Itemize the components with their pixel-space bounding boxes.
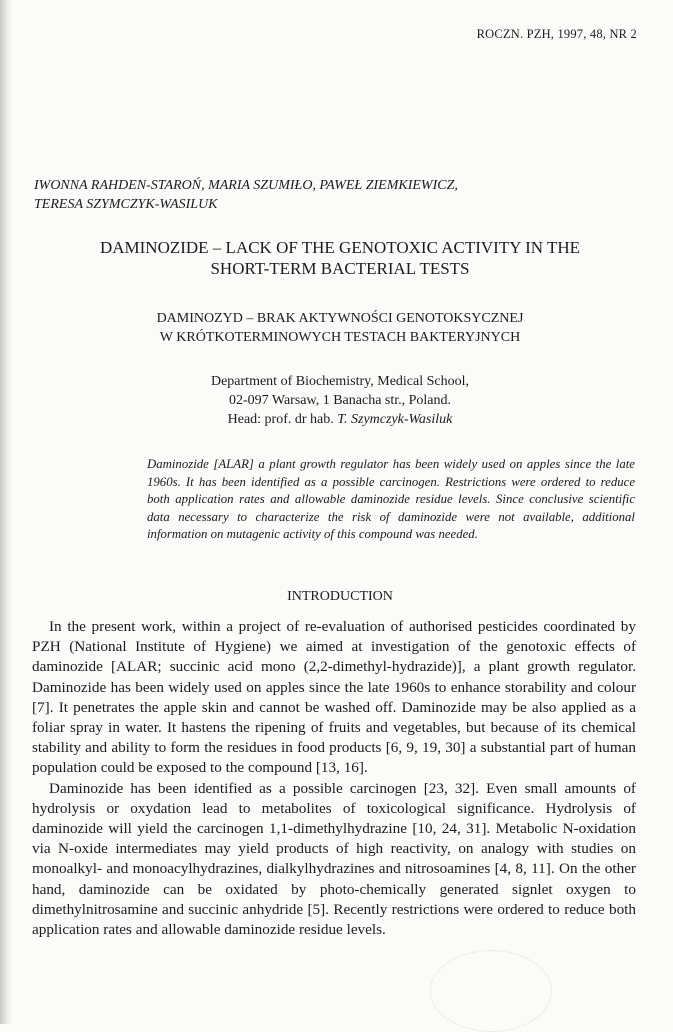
library-stamp [430, 950, 552, 1032]
title-line: DAMINOZIDE – LACK OF THE GENOTOXIC ACTIVITY IN THE [99, 238, 581, 257]
title-line: SHORT-TERM BACTERIAL TESTS [210, 259, 470, 278]
subtitle-line: W KRÓTKOTERMINOWYCH TESTACH BAKTERYJNYCH [159, 330, 521, 345]
affiliation [40, 372, 640, 429]
body-text [32, 617, 636, 940]
affiliation-head [40, 410, 640, 429]
affiliation-line: Department of Biochemistry, Medical School, [210, 374, 470, 389]
paper-subtitle-polish [40, 309, 640, 347]
page-edge-shadow [0, 0, 12, 1024]
author-line: IWONNA RAHDEN-STAROŃ, MARIA SZUMIŁO, PAWEŁ ZIEMKIEWICZ, [34, 178, 458, 193]
subtitle-line: DAMINOZYD – BRAK AKTYWNOŚCI GENOTOKSYCZNEJ [156, 311, 524, 326]
journal-reference: ROCZN. PZH, 1997, 48, NR 2 [476, 27, 637, 41]
section-heading-introduction: INTRODUCTION [287, 589, 393, 604]
author-line: TERESA SZYMCZYK-WASILUK [34, 197, 218, 212]
paragraph: Daminozide has been identified as a possible carcinogen [23, 32]. Even small amounts of hydrolysis or oxydation lead to metabolites of toxicological significance. Hydrolysis of daminozide will yield the carcinogen 1,1-dimethylhydrazine [10, 24, 31]. Metabolic N-oxidation via N-oxide intermediates may yield products of high reactivity, on analogy with studies on monoalkyl- and monoacylhydrazines, dialkylhydrazines and nitrosoamines [4, 8, 11]. On the other hand, daminozide can be oxidated by photo-chemically generated signlet oxygen to dimethylnitrosamine and succinic anhydride [5]. Recently restrictions were ordered to reduce both application rates and allowable daminozide residue levels. [32, 779, 636, 939]
affiliation-line: 02-097 Warsaw, 1 Banacha str., Poland. [228, 393, 452, 408]
author-list [34, 176, 634, 214]
paper-title [40, 237, 640, 279]
paragraph: In the present work, within a project of re-evaluation of authorised pesticides coordinated by PZH (National Institute of Hygiene) we aimed at investigation of the genotoxic effects of daminozide [ALAR; succinic acid mono (2,2-dimethyl-hydrazide)], a plant growth regulator. Daminozide has been widely used on apples since the late 1960s to enhance storability and colour [7]. It penetrates the apple skin and cannot be washed off. Daminozide may be also applied as a foliar spray in water. It hastens the ripening of fruits and vegetables, but because of its chemical stability and ability to form the residues in food products [6, 9, 19, 30] a substantial part of human population could be exposed to the compound [13, 16]. [32, 618, 636, 777]
head-name: T. Szymczyk-Wasiluk [337, 412, 453, 427]
abstract: Daminozide [ALAR] a plant growth regulator has been widely used on apples since the late 1960s. It has been identified as a possible carcinogen. Restrictions were ordered to reduce both application rates and allowable daminozide residue levels. Since conclusive scientific data necessary to characterize the risk of daminozide were not available, additional information on mutagenic activity of this compound was needed. [147, 457, 635, 541]
head-label: Head: prof. dr hab. [227, 412, 338, 427]
